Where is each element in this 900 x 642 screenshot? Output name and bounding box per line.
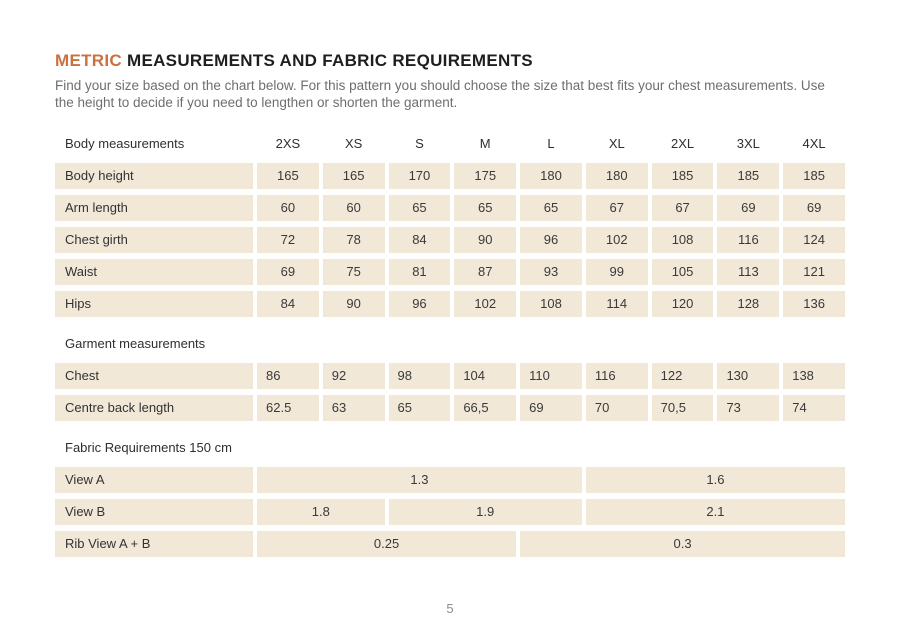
body-measurement-cell: 90 — [323, 291, 385, 317]
garment-measurement-cell: 116 — [586, 363, 648, 389]
body-measurement-row-label: Body height — [55, 163, 253, 189]
garment-measurement-cell: 110 — [520, 363, 582, 389]
body-measurement-row-label: Waist — [55, 259, 253, 285]
body-measurement-cell: 84 — [257, 291, 319, 317]
garment-measurement-cell: 63 — [323, 395, 385, 421]
body-measurement-cell: 69 — [257, 259, 319, 285]
body-measurement-cell: 180 — [520, 163, 582, 189]
body-measurement-cell: 165 — [257, 163, 319, 189]
body-measurement-cell: 121 — [783, 259, 845, 285]
body-measurement-cell: 93 — [520, 259, 582, 285]
fabric-requirement-cell: 1.9 — [389, 499, 582, 525]
garment-measurement-cell: 104 — [454, 363, 516, 389]
body-measurement-cell: 102 — [586, 227, 648, 253]
body-measurement-cell: 78 — [323, 227, 385, 253]
measurements-table — [55, 131, 845, 557]
body-measurement-cell: 165 — [323, 163, 385, 189]
garment-measurement-cell: 66,5 — [454, 395, 516, 421]
size-column-header: 2XL — [670, 136, 695, 151]
body-measurement-cell: 87 — [454, 259, 516, 285]
garment-measurement-cell: 73 — [717, 395, 779, 421]
size-column-header: 3XL — [736, 136, 760, 151]
body-measurement-cell: 185 — [652, 163, 714, 189]
title-highlight: METRIC — [55, 51, 122, 70]
page-title — [55, 50, 845, 71]
body-measurement-cell: 185 — [783, 163, 845, 189]
body-measurement-cell: 114 — [586, 291, 648, 317]
body-measurements-column-header: Body measurements — [65, 136, 185, 151]
garment-measurement-cell: 138 — [783, 363, 845, 389]
body-measurement-cell: 136 — [783, 291, 845, 317]
body-measurement-row-label: Hips — [55, 291, 253, 317]
body-measurement-cell: 72 — [257, 227, 319, 253]
body-measurement-cell: 102 — [454, 291, 516, 317]
body-measurement-row-label: Chest girth — [55, 227, 253, 253]
fabric-requirement-row-label: Rib View A + B — [55, 531, 253, 557]
fabric-requirement-cell: 1.3 — [257, 467, 582, 493]
body-measurement-row-label: Arm length — [55, 195, 253, 221]
fabric-requirement-cell: 0.3 — [520, 531, 845, 557]
size-column-header: S — [415, 136, 424, 151]
size-column-header: L — [547, 136, 555, 151]
body-measurement-cell: 67 — [652, 195, 714, 221]
garment-section-label: Garment measurements — [65, 336, 206, 351]
body-measurement-cell: 124 — [783, 227, 845, 253]
garment-measurement-cell: 130 — [717, 363, 779, 389]
body-measurement-cell: 96 — [389, 291, 451, 317]
body-measurement-cell: 90 — [454, 227, 516, 253]
body-measurement-cell: 60 — [257, 195, 319, 221]
body-measurement-cell: 175 — [454, 163, 516, 189]
page-number: 5 — [446, 601, 454, 616]
fabric-requirement-cell: 2.1 — [586, 499, 845, 525]
body-measurement-cell: 108 — [652, 227, 714, 253]
body-measurement-cell: 108 — [520, 291, 582, 317]
size-column-header: 2XS — [275, 136, 301, 151]
body-measurement-cell: 65 — [389, 195, 451, 221]
fabric-requirement-cell: 0.25 — [257, 531, 516, 557]
page-content — [55, 50, 845, 557]
size-column-header: 4XL — [802, 136, 826, 151]
body-measurement-cell: 69 — [783, 195, 845, 221]
fabric-requirement-row-label: View B — [55, 499, 253, 525]
body-measurement-cell: 185 — [717, 163, 779, 189]
body-measurement-cell: 67 — [586, 195, 648, 221]
garment-measurement-cell: 86 — [257, 363, 319, 389]
garment-measurement-cell: 70,5 — [652, 395, 714, 421]
size-column-header: XS — [344, 136, 363, 151]
size-column-header: M — [479, 136, 491, 151]
body-measurement-cell: 99 — [586, 259, 648, 285]
garment-measurement-cell: 98 — [389, 363, 451, 389]
body-measurement-cell: 96 — [520, 227, 582, 253]
body-measurement-cell: 69 — [717, 195, 779, 221]
body-measurement-cell: 128 — [717, 291, 779, 317]
garment-measurement-cell: 92 — [323, 363, 385, 389]
garment-measurement-cell: 69 — [520, 395, 582, 421]
body-measurement-cell: 116 — [717, 227, 779, 253]
body-measurement-cell: 81 — [389, 259, 451, 285]
body-measurement-cell: 170 — [389, 163, 451, 189]
body-measurement-cell: 105 — [652, 259, 714, 285]
body-measurement-cell: 180 — [586, 163, 648, 189]
body-measurement-cell: 113 — [717, 259, 779, 285]
body-measurement-cell: 65 — [520, 195, 582, 221]
garment-measurement-cell: 122 — [652, 363, 714, 389]
garment-measurement-row-label: Centre back length — [55, 395, 253, 421]
fabric-section-label: Fabric Requirements 150 cm — [65, 440, 232, 455]
garment-measurement-cell: 62.5 — [257, 395, 319, 421]
garment-measurement-cell: 70 — [586, 395, 648, 421]
fabric-requirement-row-label: View A — [55, 467, 253, 493]
body-measurement-cell: 75 — [323, 259, 385, 285]
body-measurement-cell: 65 — [454, 195, 516, 221]
body-measurement-cell: 60 — [323, 195, 385, 221]
fabric-requirement-cell: 1.8 — [257, 499, 385, 525]
size-column-header: XL — [608, 136, 625, 151]
garment-measurement-row-label: Chest — [55, 363, 253, 389]
fabric-requirement-cell: 1.6 — [586, 467, 845, 493]
body-measurement-cell: 84 — [389, 227, 451, 253]
garment-measurement-cell: 74 — [783, 395, 845, 421]
garment-measurement-cell: 65 — [389, 395, 451, 421]
body-measurement-cell: 120 — [652, 291, 714, 317]
title-rest: MEASUREMENTS AND FABRIC REQUIREMENTS — [127, 51, 533, 70]
intro-text: Find your size based on the chart below. For this pattern you should choose the size that best fits your chest measurements. Use the height to decide if you need to lengthen or shorten the garment. — [55, 78, 825, 110]
